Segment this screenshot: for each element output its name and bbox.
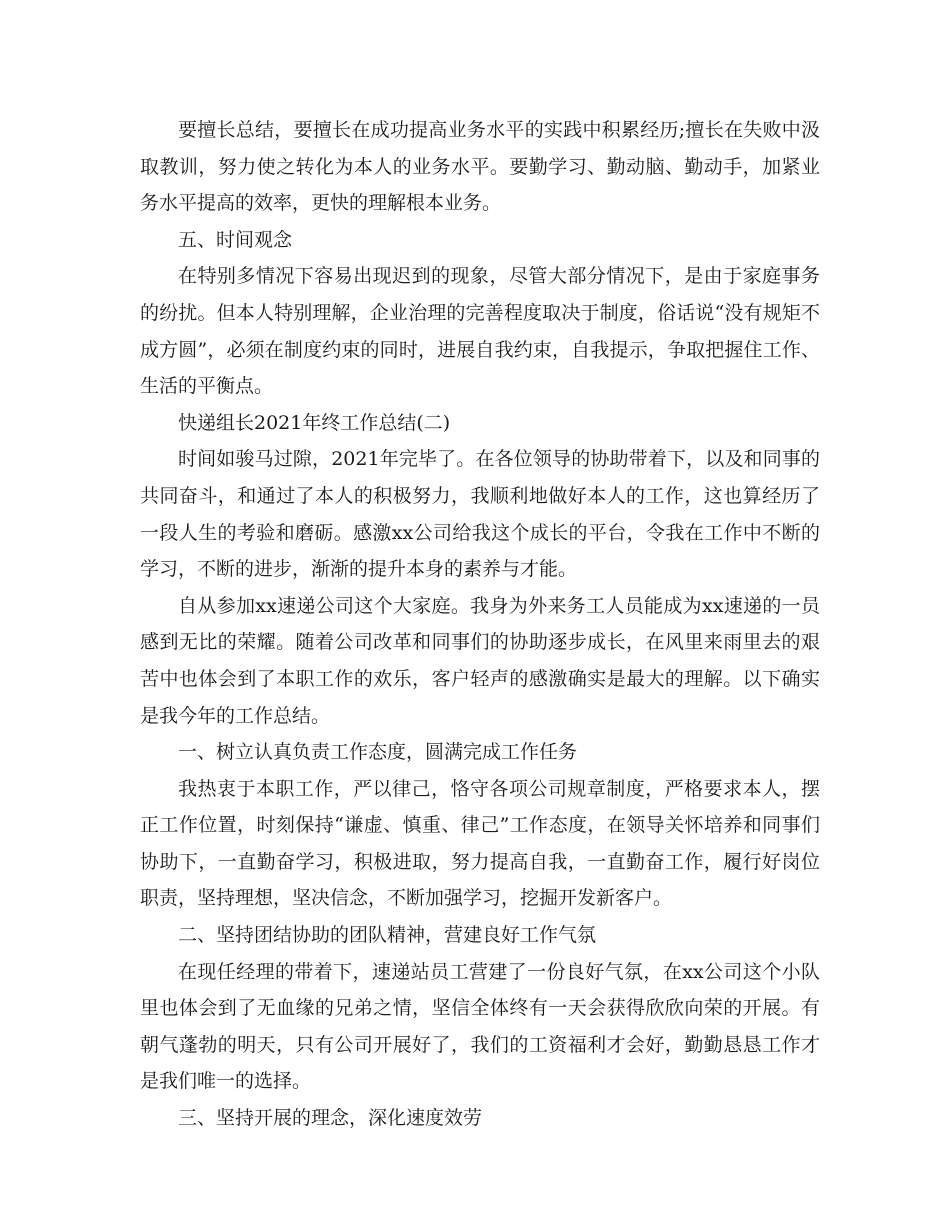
paragraph-joining: 自从参加xx速递公司这个大家庭。我身为外来务工人员能成为xx速递的一员感到无比的荣耀。随着公司改革和同事们的协助逐步成长，在风里来雨里去的艰苦中也体会到了本职工作的欢乐，客户轻声的感激确实是最大的理解。以下确实是我今年的工作总结。 [140, 594, 820, 727]
section-heading-three: 三、坚持开展的理念，深化速度效劳 [178, 1107, 483, 1130]
paragraph-team-spirit: 在现任经理的带着下，速递站员工营建了一份良好气氛，在xx公司这个小队里也体会到了无血缘的兄弟之情，坚信全体终有一天会获得欣欣向荣的开展。有朝气蓬勃的明天，只有公司开展好了，我们的工资福利才会好，勤勤恳恳工作才是我们唯一的选择。 [140, 960, 820, 1093]
paragraph-time-concept: 在特别多情况下容易出现迟到的现象，尽管大部分情况下，是由于家庭事务的纷扰。但本人特别理解，企业治理的完善程度取决于制度，俗话说“没有规矩不成方圆”，必须在制度约束的同时，进展自我约束，自我提示，争取把握住工作、生活的平衡点。 [140, 265, 820, 398]
paragraph-work-attitude: 我热衷于本职工作，严以律己，恪守各项公司规章制度，严格要求本人，摆正工作位置，时刻保持“谦虚、慎重、律己”工作态度，在领导关怀培养和同事们协助下，一直勤奋学习，积极进取，努力提高自我，一直勤奋工作，履行好岗位职责，坚持理想，坚决信念，不断加强学习，挖掘开发新客户。 [140, 777, 820, 910]
paragraph-intro: 时间如骏马过隙，2021年完毕了。在各位领导的协助带着下，以及和同事的共同奋斗，和通过了本人的积极努力，我顺利地做好本人的工作，这也算经历了一段人生的考验和磨砺。感激xx公司给我这个成长的平台，令我在工作中不断的学习，不断的进步，渐渐的提升本身的素养与才能。 [140, 448, 820, 581]
section-heading-two: 二、坚持团结协助的团队精神，营建良好工作气氛 [178, 924, 597, 947]
section-heading-time: 五、时间观念 [178, 228, 293, 251]
document-body [140, 112, 820, 1137]
section-heading-one: 一、树立认真负责工作态度，圆满完成工作任务 [178, 741, 578, 764]
paragraph-summary-skills: 要擅长总结，要擅长在成功提高业务水平的实践中积累经历;擅长在失败中汲取教训，努力使之转化为本人的业务水平。要勤学习、勤动脑、勤动手，加紧业务水平提高的效率，更快的理解根本业务。 [140, 119, 820, 215]
document-subtitle: 快递组长2021年终工作总结(二) [178, 411, 451, 434]
